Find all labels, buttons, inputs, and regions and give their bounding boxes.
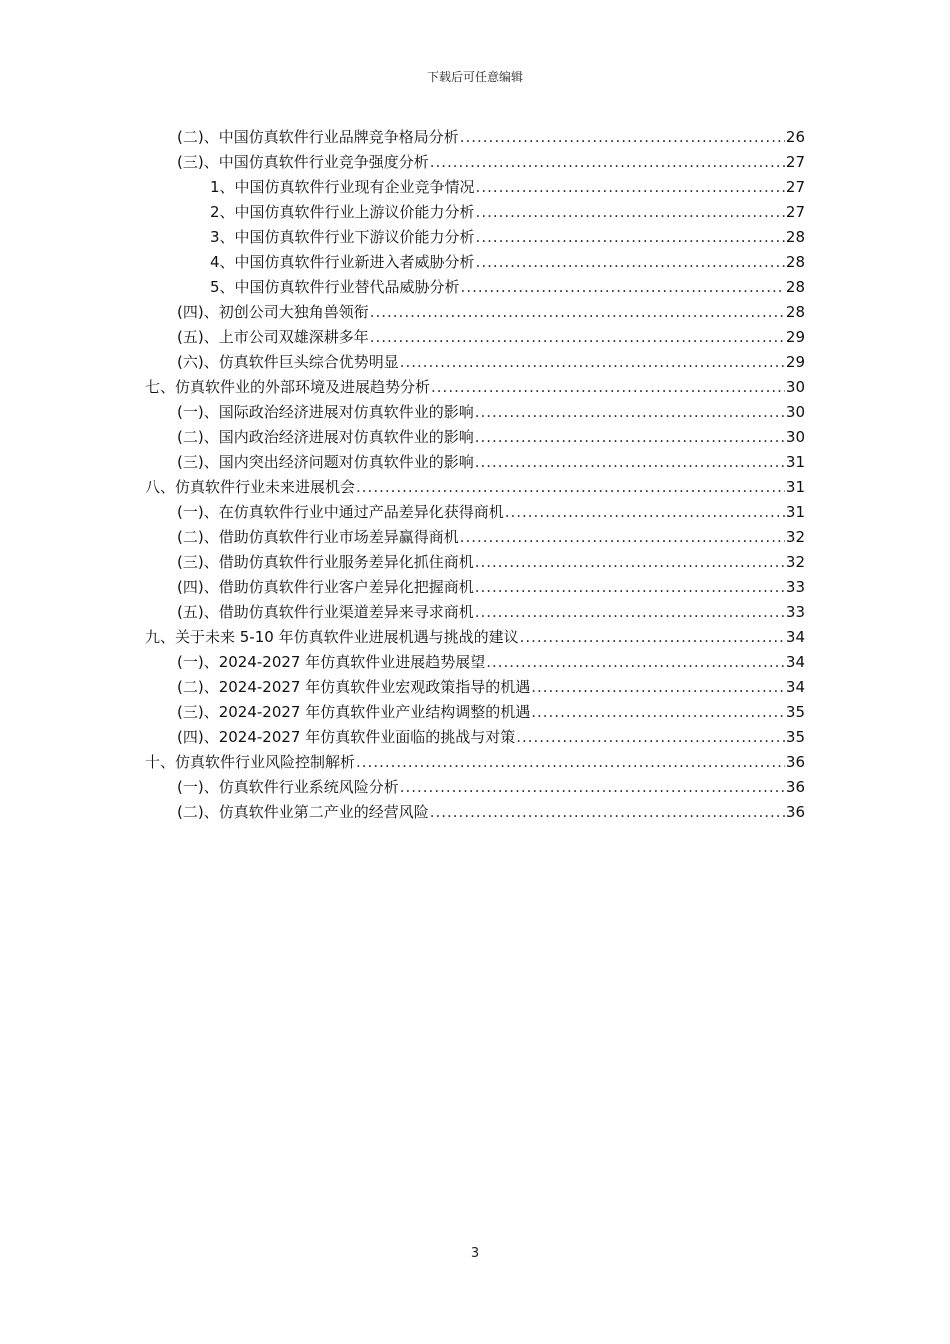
toc-entry-page: 28: [785, 303, 805, 321]
toc-dot-leader: [475, 400, 785, 424]
toc-entry-page: 33: [785, 603, 805, 621]
toc-dot-leader: [475, 425, 785, 449]
toc-entry-title: (六)、仿真软件巨头综合优势明显: [177, 353, 399, 371]
toc-dot-leader: [516, 725, 785, 749]
toc-entry-page: 34: [785, 678, 805, 696]
toc-entry-page: 30: [785, 428, 805, 446]
toc-entry[interactable]: [177, 725, 805, 749]
toc-entry-title: 九、关于未来 5-10 年仿真软件业进展机遇与挑战的建议: [145, 628, 519, 646]
toc-entry-page: 26: [785, 128, 805, 146]
toc-dot-leader: [520, 625, 785, 649]
toc-entry-page: 32: [785, 528, 805, 546]
toc-entry-title: (二)、中国仿真软件行业品牌竞争格局分析: [177, 128, 459, 146]
page-header: 下载后可任意编辑: [426, 70, 523, 84]
toc-entry[interactable]: [177, 500, 805, 524]
toc-dot-leader: [505, 500, 785, 524]
toc-entry-title: (五)、借助仿真软件行业渠道差异来寻求商机: [177, 603, 474, 621]
toc-entry-title: (三)、2024-2027 年仿真软件业产业结构调整的机遇: [177, 703, 531, 721]
toc-dot-leader: [461, 275, 785, 299]
toc-entry-page: 34: [785, 653, 805, 671]
toc-entry-title: (二)、国内政治经济进展对仿真软件业的影响: [177, 428, 474, 446]
toc-entry[interactable]: [210, 275, 805, 299]
toc-entry-page: 29: [785, 353, 805, 371]
toc-entry-page: 28: [785, 253, 805, 271]
toc-entry-page: 31: [785, 503, 805, 521]
toc-entry[interactable]: [177, 550, 805, 574]
toc-dot-leader: [476, 250, 785, 274]
toc-entry-page: 33: [785, 578, 805, 596]
toc-entry[interactable]: [177, 650, 805, 674]
toc-dot-leader: [531, 700, 785, 724]
page-number: 3: [470, 1246, 480, 1261]
toc-entry[interactable]: [145, 475, 805, 499]
toc-entry-title: (二)、2024-2027 年仿真软件业宏观政策指导的机遇: [177, 678, 531, 696]
toc-entry-page: 27: [785, 178, 805, 196]
toc-entry-title: (四)、借助仿真软件行业客户差异化把握商机: [177, 578, 474, 596]
toc-entry[interactable]: [177, 575, 805, 599]
toc-entry-page: 36: [785, 753, 805, 771]
toc-entry[interactable]: [177, 400, 805, 424]
toc-entry[interactable]: [210, 250, 805, 274]
toc-dot-leader: [356, 475, 785, 499]
toc-entry-title: (三)、中国仿真软件行业竞争强度分析: [177, 153, 429, 171]
toc-entry-title: (三)、借助仿真软件行业服务差异化抓住商机: [177, 553, 474, 571]
toc-entry-title: 4、中国仿真软件行业新进入者威胁分析: [210, 253, 475, 271]
toc-dot-leader: [460, 125, 785, 149]
toc-dot-leader: [475, 450, 785, 474]
toc-entry-page: 29: [785, 328, 805, 346]
toc-entry[interactable]: [145, 375, 805, 399]
toc-entry[interactable]: [145, 625, 805, 649]
toc-entry[interactable]: [177, 675, 805, 699]
toc-dot-leader: [356, 750, 785, 774]
toc-dot-leader: [370, 325, 785, 349]
toc-entry-page: 31: [785, 478, 805, 496]
toc-entry[interactable]: [177, 425, 805, 449]
toc-entry[interactable]: [177, 775, 805, 799]
toc-dot-leader: [476, 225, 785, 249]
toc-entry[interactable]: [177, 700, 805, 724]
toc-entry[interactable]: [177, 300, 805, 324]
toc-entry-title: (五)、上市公司双雄深耕多年: [177, 328, 369, 346]
toc-entry[interactable]: [177, 350, 805, 374]
toc-dot-leader: [431, 375, 785, 399]
toc-entry-page: 30: [785, 403, 805, 421]
toc-dot-leader: [370, 300, 785, 324]
toc-entry-page: 36: [785, 778, 805, 796]
toc-entry-title: 1、中国仿真软件行业现有企业竞争情况: [210, 178, 475, 196]
toc-dot-leader: [400, 775, 785, 799]
toc-dot-leader: [476, 175, 785, 199]
toc-entry-title: (二)、仿真软件业第二产业的经营风险: [177, 803, 429, 821]
toc-entry[interactable]: [177, 600, 805, 624]
toc-entry-title: (四)、2024-2027 年仿真软件业面临的挑战与对策: [177, 728, 516, 746]
toc-entry-title: 十、仿真软件行业风险控制解析: [145, 753, 356, 771]
toc-dot-leader: [476, 200, 785, 224]
toc-entry-title: (三)、国内突出经济问题对仿真软件业的影响: [177, 453, 474, 471]
toc-dot-leader: [531, 675, 785, 699]
toc-entry[interactable]: [177, 525, 805, 549]
toc-entry-title: (一)、国际政治经济进展对仿真软件业的影响: [177, 403, 474, 421]
toc-dot-leader: [475, 600, 785, 624]
toc-entry-page: 36: [785, 803, 805, 821]
toc-entry-title: 八、仿真软件行业未来进展机会: [145, 478, 356, 496]
toc-entry[interactable]: [210, 200, 805, 224]
toc-dot-leader: [430, 800, 785, 824]
toc-entry[interactable]: [177, 800, 805, 824]
toc-dot-leader: [400, 350, 785, 374]
toc-entry[interactable]: [177, 150, 805, 174]
toc-entry-title: (四)、初创公司大独角兽领衔: [177, 303, 369, 321]
toc-dot-leader: [486, 650, 785, 674]
toc-entry-page: 35: [785, 703, 805, 721]
toc-entry-page: 27: [785, 153, 805, 171]
toc-entry-page: 28: [785, 278, 805, 296]
toc-dot-leader: [475, 550, 785, 574]
toc-entry-page: 31: [785, 453, 805, 471]
toc-entry-page: 34: [785, 628, 805, 646]
toc-entry[interactable]: [177, 125, 805, 149]
toc-entry-title: (一)、在仿真软件行业中通过产品差异化获得商机: [177, 503, 504, 521]
toc-entry-title: (二)、借助仿真软件行业市场差异赢得商机: [177, 528, 459, 546]
toc-entry-title: 3、中国仿真软件行业下游议价能力分析: [210, 228, 475, 246]
toc-entry-title: (一)、仿真软件行业系统风险分析: [177, 778, 399, 796]
toc-entry-page: 32: [785, 553, 805, 571]
toc-entry-title: 5、中国仿真软件行业替代品威胁分析: [210, 278, 460, 296]
toc-entry-title: (一)、2024-2027 年仿真软件业进展趋势展望: [177, 653, 486, 671]
toc-entry[interactable]: [210, 175, 805, 199]
toc-entry-page: 28: [785, 228, 805, 246]
toc-entry[interactable]: [210, 225, 805, 249]
toc-entry-page: 27: [785, 203, 805, 221]
toc-entry-page: 35: [785, 728, 805, 746]
toc-entry-title: 七、仿真软件业的外部环境及进展趋势分析: [145, 378, 431, 396]
toc-dot-leader: [475, 575, 785, 599]
toc-entry[interactable]: [177, 450, 805, 474]
toc-dot-leader: [430, 150, 785, 174]
toc-dot-leader: [460, 525, 785, 549]
toc-entry-page: 30: [785, 378, 805, 396]
toc-entry[interactable]: [145, 750, 805, 774]
toc-entry-title: 2、中国仿真软件行业上游议价能力分析: [210, 203, 475, 221]
toc-entry[interactable]: [177, 325, 805, 349]
